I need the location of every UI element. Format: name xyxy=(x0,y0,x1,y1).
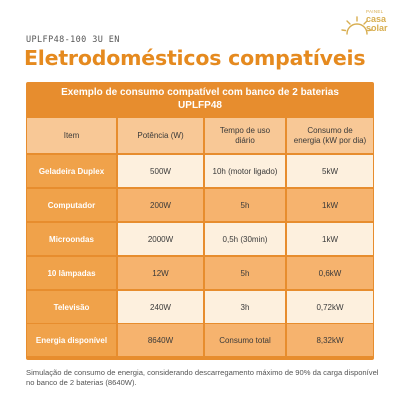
table-cell: 5kW xyxy=(287,155,373,187)
column-header: Item xyxy=(27,118,116,153)
footnote: Simulação de consumo de energia, considerando descarregamento máximo de 90% da carga disponível no banco de 2 baterias (8640W). xyxy=(26,368,379,387)
logo-casa-text: casa xyxy=(366,14,387,24)
row-label: 10 lâmpadas xyxy=(27,257,116,289)
table-cell: 3h xyxy=(205,291,285,323)
table-cell: 12W xyxy=(118,257,203,289)
table-cell: 500W xyxy=(118,155,203,187)
table-cell: 5h xyxy=(205,257,285,289)
table-cell: 5h xyxy=(205,189,285,221)
row-label: Energia disponível xyxy=(27,324,116,356)
table-cell: 8640W xyxy=(118,324,203,356)
table-cell: 240W xyxy=(118,291,203,323)
table-cell: 200W xyxy=(118,189,203,221)
row-label: Geladeira Duplex xyxy=(27,155,116,187)
column-header: Consumo de energia (kW por dia) xyxy=(287,118,373,153)
table-header xyxy=(26,82,374,116)
table-header-line1: Exemplo de consumo compatível com banco de 2 baterias xyxy=(61,87,339,98)
page-title: Eletrodomésticos compatíveis xyxy=(24,46,366,70)
row-label: Computador xyxy=(27,189,116,221)
model-code: UPLFP48-100 3U EN xyxy=(26,35,120,45)
table-cell: 8,32kW xyxy=(287,324,373,356)
table-cell: 10h (motor ligado) xyxy=(205,155,285,187)
table-cell: Consumo total xyxy=(205,324,285,356)
column-header: Tempo de uso diário xyxy=(205,118,285,153)
row-label: Televisão xyxy=(27,291,116,323)
table-cell: 1kW xyxy=(287,189,373,221)
table-cell: 0,72kW xyxy=(287,291,373,323)
logo-solar-text: solar xyxy=(366,23,388,33)
table-cell: 2000W xyxy=(118,223,203,255)
table-cell: 1kW xyxy=(287,223,373,255)
column-header: Potência (W) xyxy=(118,118,203,153)
consumption-table xyxy=(26,82,374,360)
row-label: Microondas xyxy=(27,223,116,255)
logo-small-text: PAINEL xyxy=(366,9,384,14)
table-header-line2: UPLFP48 xyxy=(178,100,222,111)
table-cell: 0,5h (30min) xyxy=(205,223,285,255)
table-cell: 0,6kW xyxy=(287,257,373,289)
